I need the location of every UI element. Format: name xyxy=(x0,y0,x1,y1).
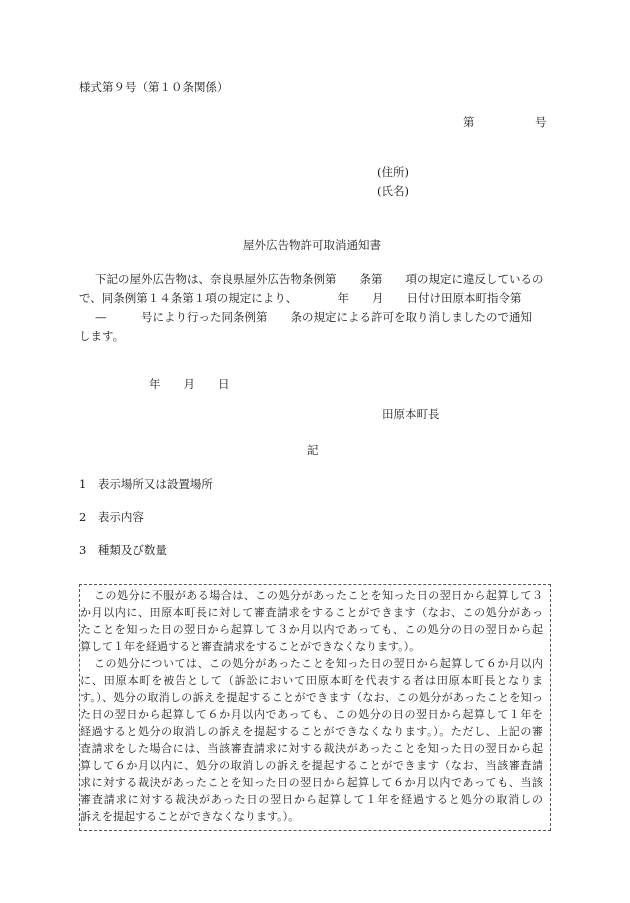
form-number: 様式第９号（第１０条関係） xyxy=(79,80,229,94)
list-item-location: 1 表示場所又は設置場所 xyxy=(79,477,213,491)
notice-line: 審査請求に対する裁決があった日の翌日から起算して１年を経過すると処分の取消しの xyxy=(80,793,543,806)
notice-line: 訴えを提起することができなくなります。）。 xyxy=(80,810,300,823)
notice-line: 求に対する裁決があったことを知った日の翌日から起算して６か月以内であっても、当該 xyxy=(80,776,543,789)
list-item-type-quantity: 3 種類及び数量 xyxy=(79,543,167,557)
recipient-name-label: (氏名) xyxy=(377,184,409,198)
notice-line: 経過すると処分の取消しの訴えを提起することができなくなります。）。ただし、上記の審 xyxy=(80,725,543,738)
body-line: — 号により行った同条例第 条の規定による許可を取り消しましたので通知 xyxy=(95,310,532,324)
body-line: 下記の屋外広告物は、奈良県屋外広告物条例第 条第 項の規定に違反しているの xyxy=(95,272,544,286)
document-number-prefix: 第 xyxy=(463,115,475,129)
body-line: します。 xyxy=(79,329,125,343)
notice-line: この処分については、この処分があったことを知った日の翌日から起算して６か月以内 xyxy=(94,657,543,670)
notice-line: か月以内に、田原本町長に対して審査請求をすることができます（なお、この処分があっ xyxy=(80,606,543,619)
list-item-content: 2 表示内容 xyxy=(79,510,144,524)
notice-line: に、田原本町を被告として（訴訟において田原本町を代表する者は田原本町長となりま xyxy=(80,674,543,687)
document-title: 屋外広告物許可取消通知書 xyxy=(243,238,381,252)
date-line: 年 月 日 xyxy=(149,377,230,391)
body-line: で、同条例第１４条第１項の規定により、 年 月 日付け田原本町指令第 xyxy=(79,291,522,305)
notice-line: た日の翌日から起算して６か月以内であっても、この処分の日の翌日から起算して１年を xyxy=(80,708,543,721)
issuer-name: 田原本町長 xyxy=(382,407,440,421)
notice-line: 算して６か月以内に、処分の取消しの訴えを提起することができます（なお、当該審査請 xyxy=(80,759,543,772)
notice-line: す。）、処分の取消しの訴えを提起することができます（なお、この処分があったことを知っ xyxy=(80,691,543,704)
recipient-address-label: (住所) xyxy=(377,165,409,179)
document-number-suffix: 号 xyxy=(535,115,547,129)
notice-line: 算して１年を経過すると審査請求をすることができなくなります。）。 xyxy=(80,640,421,653)
notice-line: たことを知った日の翌日から起算して３か月以内であっても、この処分の日の翌日から起 xyxy=(80,623,543,636)
appeal-notice-box xyxy=(79,584,551,831)
notice-line: この処分に不服がある場合は、この処分があったことを知った日の翌日から起算して３ xyxy=(94,589,543,602)
ki-heading: 記 xyxy=(307,443,319,457)
notice-line: 査請求をした場合には、当該審査請求に対する裁決があったことを知った日の翌日から起 xyxy=(80,742,543,755)
